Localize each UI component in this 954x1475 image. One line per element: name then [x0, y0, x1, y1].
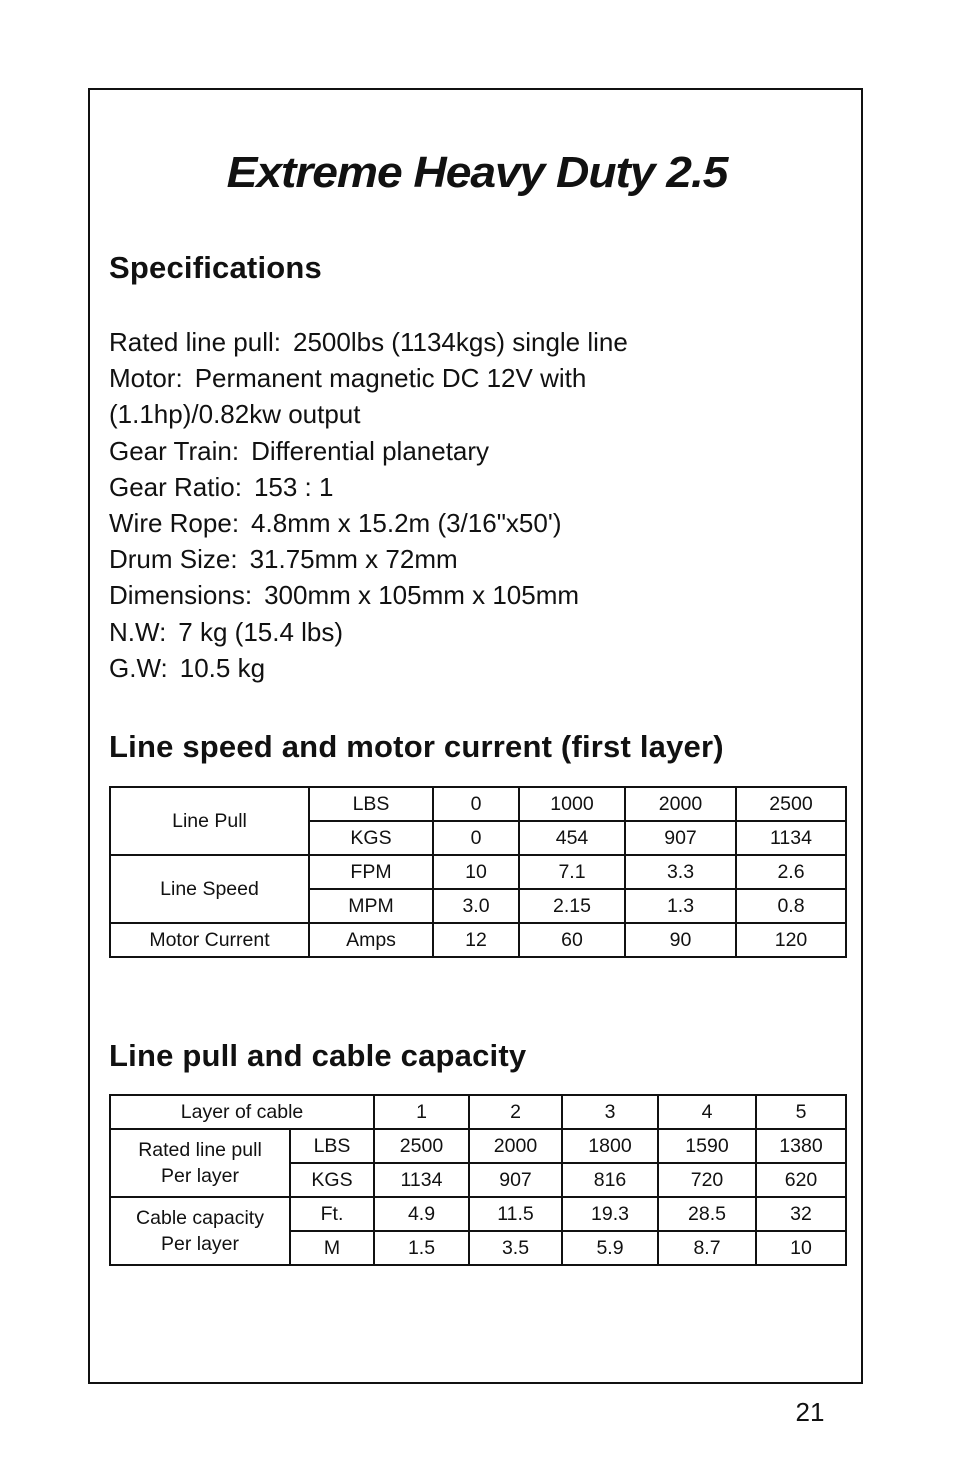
- table-row: [110, 1129, 846, 1163]
- table-row: [110, 1197, 846, 1231]
- value-cell: 720: [658, 1163, 756, 1197]
- page-title: Extreme Heavy Duty 2.5: [226, 148, 728, 197]
- value-cell: 10: [433, 855, 519, 889]
- value-cell: 2.6: [736, 855, 846, 889]
- line-speed-table: [109, 786, 847, 958]
- value-cell: 28.5: [658, 1197, 756, 1231]
- spec-gross-weight: [109, 650, 849, 686]
- spec-value: (1.1hp)/0.82kw output: [109, 399, 361, 430]
- value-cell: 2000: [625, 787, 736, 821]
- value-cell: 19.3: [562, 1197, 658, 1231]
- spec-value: Differential planetary: [251, 435, 490, 466]
- value-cell: 620: [756, 1163, 846, 1197]
- spec-label: Motor:: [109, 363, 183, 394]
- value-cell: 1800: [562, 1129, 658, 1163]
- specifications-list: [109, 324, 849, 686]
- value-cell: 0: [433, 821, 519, 855]
- spec-dimensions: [109, 577, 849, 613]
- unit-cell: LBS: [290, 1129, 374, 1163]
- layer-cell: 2: [469, 1095, 562, 1129]
- unit-cell: M: [290, 1231, 374, 1265]
- value-cell: 2500: [374, 1129, 469, 1163]
- unit-cell: MPM: [309, 889, 433, 923]
- value-cell: 1134: [374, 1163, 469, 1197]
- spec-value: 7 kg (15.4 lbs): [178, 616, 344, 647]
- spec-label: G.W:: [109, 652, 168, 683]
- spec-label: Gear Train:: [109, 435, 240, 466]
- value-cell: 7.1: [519, 855, 625, 889]
- row-label-rated-line-pull: [110, 1129, 290, 1197]
- value-cell: 1380: [756, 1129, 846, 1163]
- specifications-heading: Specifications: [109, 250, 322, 285]
- spec-value: 4.8mm x 15.2m (3/16"x50'): [251, 508, 562, 539]
- unit-cell: LBS: [309, 787, 433, 821]
- value-cell: 1.5: [374, 1231, 469, 1265]
- unit-cell: KGS: [309, 821, 433, 855]
- value-cell: 120: [736, 923, 846, 957]
- layer-cell: 4: [658, 1095, 756, 1129]
- spec-value: 31.75mm x 72mm: [249, 544, 458, 575]
- spec-rated-line-pull: [109, 324, 849, 360]
- line-speed-heading: Line speed and motor current (first layer): [109, 729, 724, 764]
- value-cell: 1590: [658, 1129, 756, 1163]
- value-cell: 907: [625, 821, 736, 855]
- value-cell: 32: [756, 1197, 846, 1231]
- unit-cell: Ft.: [290, 1197, 374, 1231]
- spec-label: Drum Size:: [109, 544, 238, 575]
- value-cell: 816: [562, 1163, 658, 1197]
- value-cell: 90: [625, 923, 736, 957]
- label-line: Per layer: [160, 1165, 240, 1187]
- spec-label: Gear Ratio:: [109, 471, 242, 502]
- table-row: [110, 787, 846, 821]
- value-cell: 12: [433, 923, 519, 957]
- value-cell: 5.9: [562, 1231, 658, 1265]
- value-cell: 4.9: [374, 1197, 469, 1231]
- spec-motor-continued: [109, 396, 849, 432]
- spec-value: 153 : 1: [253, 471, 334, 502]
- layer-cell: 3: [562, 1095, 658, 1129]
- row-label-line-pull: Line Pull: [110, 787, 309, 855]
- value-cell: 2000: [469, 1129, 562, 1163]
- label-line: Cable capacity: [136, 1207, 264, 1229]
- row-label-line-speed: Line Speed: [110, 855, 309, 923]
- spec-gear-train: [109, 433, 849, 469]
- value-cell: 3.0: [433, 889, 519, 923]
- spec-drum-size: [109, 541, 849, 577]
- value-cell: 2500: [736, 787, 846, 821]
- spec-label: Rated line pull:: [109, 327, 281, 357]
- unit-cell: Amps: [309, 923, 433, 957]
- value-cell: 0.8: [736, 889, 846, 923]
- spec-value: 300mm x 105mm x 105mm: [264, 580, 580, 611]
- cable-capacity-table: [109, 1094, 847, 1266]
- table-row: [110, 923, 846, 957]
- spec-value: 2500lbs (1134kgs) single line: [293, 327, 628, 357]
- spec-label: Dimensions:: [109, 580, 253, 611]
- layer-cell: 5: [756, 1095, 846, 1129]
- spec-value: 10.5 kg: [179, 652, 266, 683]
- value-cell: 454: [519, 821, 625, 855]
- layer-cell: 1: [374, 1095, 469, 1129]
- label-line: Per layer: [160, 1233, 240, 1255]
- spec-gear-ratio: [109, 469, 849, 505]
- table-row: [110, 855, 846, 889]
- unit-cell: FPM: [309, 855, 433, 889]
- spec-wire-rope: [109, 505, 849, 541]
- value-cell: 1000: [519, 787, 625, 821]
- spec-net-weight: [109, 614, 849, 650]
- value-cell: 60: [519, 923, 625, 957]
- label-line: Rated line pull: [138, 1139, 262, 1161]
- value-cell: 1134: [736, 821, 846, 855]
- value-cell: 1.3: [625, 889, 736, 923]
- row-label-cable-capacity: [110, 1197, 290, 1265]
- value-cell: 3.3: [625, 855, 736, 889]
- value-cell: 8.7: [658, 1231, 756, 1265]
- spec-label: N.W:: [109, 616, 167, 647]
- cable-capacity-heading: Line pull and cable capacity: [109, 1038, 527, 1073]
- value-cell: 907: [469, 1163, 562, 1197]
- row-label-motor-current: Motor Current: [110, 923, 309, 957]
- value-cell: 2.15: [519, 889, 625, 923]
- spec-motor: [109, 360, 849, 396]
- unit-cell: KGS: [290, 1163, 374, 1197]
- header-layer-of-cable: Layer of cable: [110, 1095, 374, 1129]
- table-row: [110, 1095, 846, 1129]
- spec-value: Permanent magnetic DC 12V with: [194, 363, 587, 394]
- spec-label: Wire Rope:: [109, 508, 240, 539]
- value-cell: 10: [756, 1231, 846, 1265]
- value-cell: 0: [433, 787, 519, 821]
- page-number: 21: [795, 1397, 825, 1427]
- value-cell: 3.5: [469, 1231, 562, 1265]
- value-cell: 11.5: [469, 1197, 562, 1231]
